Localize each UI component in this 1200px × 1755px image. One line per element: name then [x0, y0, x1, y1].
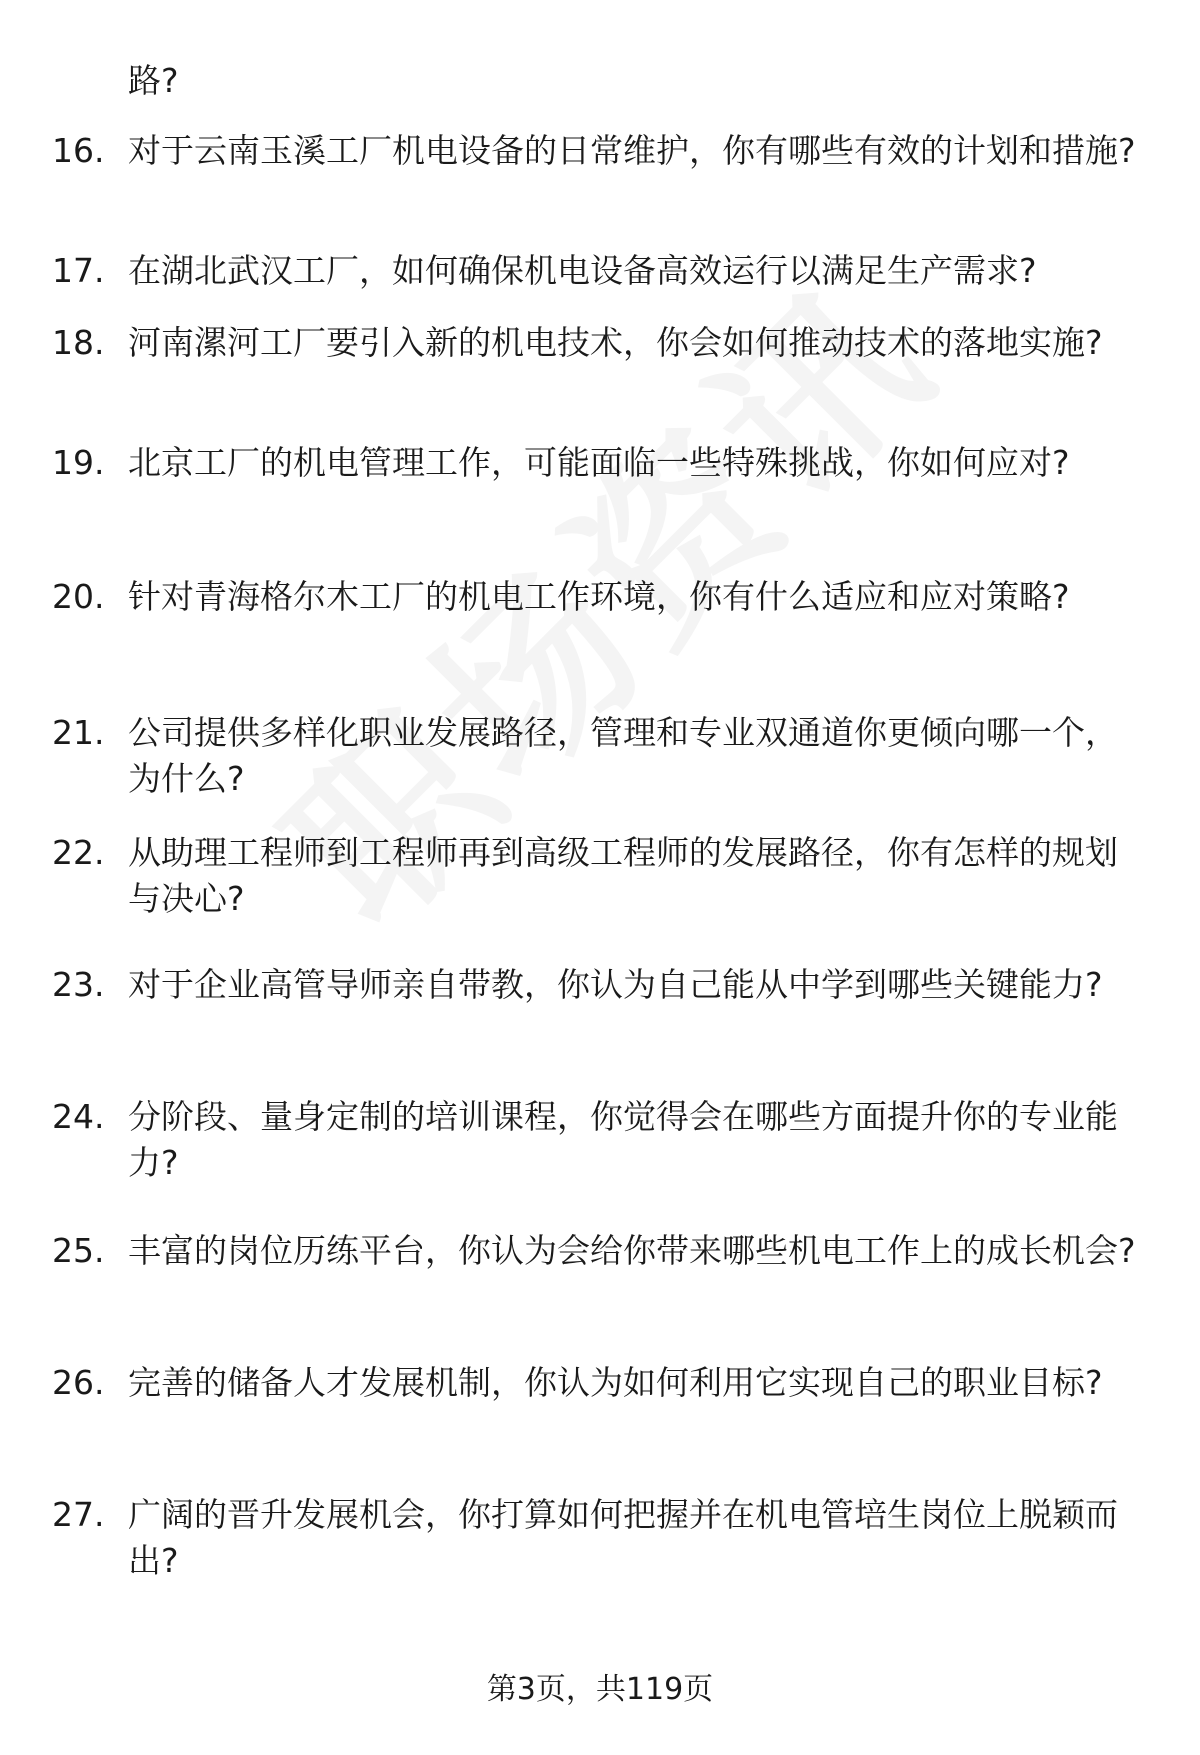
question-text: 完善的储备人才发展机制，你认为如何利用它实现自己的职业目标?	[128, 1363, 1103, 1402]
question-number: 18.	[52, 323, 105, 362]
question-number: 24.	[52, 1097, 105, 1136]
question-text: 对于云南玉溪工厂机电设备的日常维护，你有哪些有效的计划和措施?	[128, 131, 1136, 170]
question-number: 23.	[52, 965, 105, 1004]
question-text: 河南漯河工厂要引入新的机电技术，你会如何推动技术的落地实施?	[128, 323, 1103, 362]
question-number: 17.	[52, 251, 105, 290]
continuation-text: 路?	[128, 61, 179, 100]
question-text: 公司提供多样化职业发展路径，管理和专业双通道你更倾向哪一个，为什么?	[128, 713, 1118, 798]
page-footer: 第3页，共119页	[486, 1672, 714, 1707]
question-number: 16.	[52, 131, 105, 170]
question-text: 在湖北武汉工厂，如何确保机电设备高效运行以满足生产需求?	[128, 251, 1037, 290]
question-number: 25.	[52, 1231, 105, 1270]
question-text: 分阶段、量身定制的培训课程，你觉得会在哪些方面提升你的专业能力?	[128, 1097, 1118, 1182]
question-number: 19.	[52, 443, 105, 482]
question-text: 针对青海格尔木工厂的机电工作环境，你有什么适应和应对策略?	[128, 577, 1070, 616]
question-text: 北京工厂的机电管理工作，可能面临一些特殊挑战，你如何应对?	[128, 443, 1070, 482]
question-text: 丰富的岗位历练平台，你认为会给你带来哪些机电工作上的成长机会?	[128, 1231, 1136, 1270]
question-number: 20.	[52, 577, 105, 616]
question-text: 对于企业高管导师亲自带教，你认为自己能从中学到哪些关键能力?	[128, 965, 1103, 1004]
question-number: 27.	[52, 1495, 105, 1534]
question-number: 26.	[52, 1363, 105, 1402]
question-text: 从助理工程师到工程师再到高级工程师的发展路径，你有怎样的规划与决心?	[128, 833, 1118, 918]
question-number: 21.	[52, 713, 105, 752]
question-number: 22.	[52, 833, 105, 872]
question-text: 广阔的晋升发展机会，你打算如何把握并在机电管培生岗位上脱颖而出?	[128, 1495, 1118, 1580]
